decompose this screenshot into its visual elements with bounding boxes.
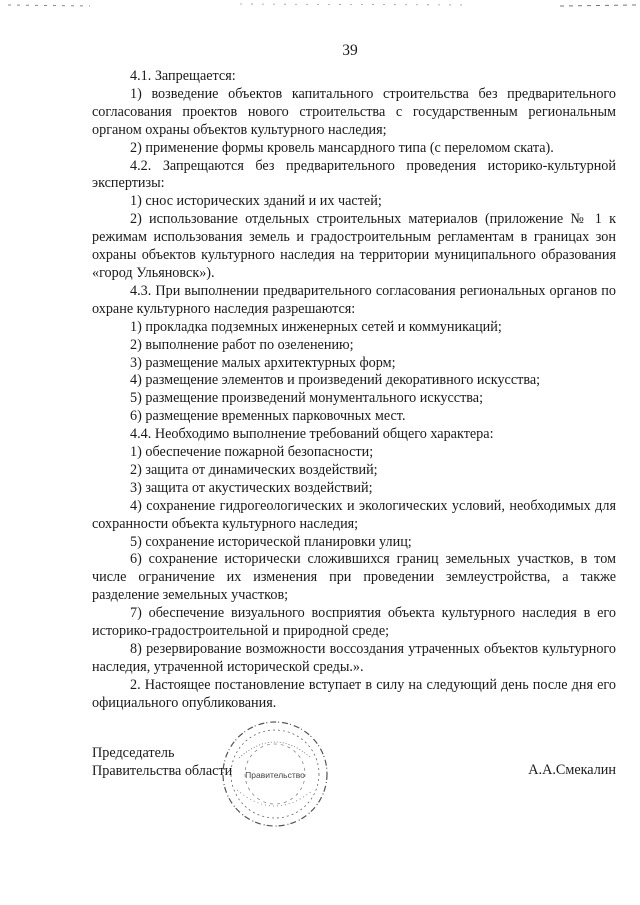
document-body (92, 68, 616, 713)
paragraph: 1) прокладка подземных инженерных сетей и коммуникаций; (130, 318, 502, 335)
paragraph: 4.4. Необходимо выполнение требований общего характера: (130, 426, 494, 443)
paragraph: 8) резервирование возможности воссоздания утраченных объектов культурного наследия, утраченной исторической среды.». (92, 641, 616, 675)
official-stamp (219, 718, 331, 830)
paragraph: 2) защита от динамических воздействий; (130, 461, 378, 478)
paragraph: 1) обеспечение пожарной безопасности; (130, 444, 374, 461)
paragraph: 4) размещение элементов и произведений декоративного искусства; (130, 372, 541, 389)
scan-edge-artifact (0, 0, 640, 14)
paragraph: 2. Настоящее постановление вступает в силу на следующий день после дня его официального опубликования. (92, 676, 616, 711)
paragraph: 3) защита от акустических воздействий; (130, 479, 373, 496)
page-number: 39 (342, 42, 358, 59)
paragraph: 3) размещение малых архитектурных форм; (130, 354, 396, 371)
paragraph: 4.1. Запрещается: (130, 68, 236, 84)
paragraph: 6) сохранение исторически сложившихся границ земельных участков, в том числе ограничение их изменения при проведении землеустройства, а также разделение земельных участков; (92, 551, 616, 604)
paragraph: 7) обеспечение визуального восприятия объекта культурного наследия в его историко-градостроительной и природной среде; (92, 605, 616, 640)
paragraph: 4.2. Запрещаются без предварительного проведения историко-культурной экспертизы: (92, 157, 616, 192)
paragraph: 2) выполнение работ по озеленению; (130, 336, 354, 353)
signatory-name: А.А.Смекалин (528, 762, 616, 778)
paragraph: 5) размещение произведений монументального искусства; (130, 390, 484, 407)
signature-block (92, 744, 616, 804)
paragraph: 2) использование отдельных строительных материалов (приложение № 1 к режимам использования земель и градостроительным регламентам в границах зон охраны объектов культурного наследия на территории муниципального образования «город Ульяновск»). (92, 211, 616, 281)
signatory-title-line2: Правительства области (92, 763, 233, 779)
paragraph: 6) размещение временных парковочных мест. (130, 408, 406, 425)
paragraph: 4) сохранение гидрогеологических и экологических условий, необходимых для сохранности объекта культурного наследия; (92, 497, 616, 532)
signatory-title-line1: Председатель (92, 745, 175, 761)
paragraph: 5) сохранение исторической планировки улиц; (130, 533, 412, 550)
paragraph: 1) возведение объектов капитального строительства без предварительного согласования проектов нового строительства с государственным региональным органом охраны объектов культурного наследия; (92, 85, 616, 138)
paragraph: 2) применение формы кровель мансардного типа (с переломом ската). (130, 139, 554, 156)
paragraph: 1) снос исторических зданий и их частей; (130, 193, 382, 210)
stamp-text: Правительство (245, 770, 305, 780)
paragraph: 4.3. При выполнении предварительного согласования региональных органов по охране культурного наследия разрешаются: (92, 282, 616, 317)
